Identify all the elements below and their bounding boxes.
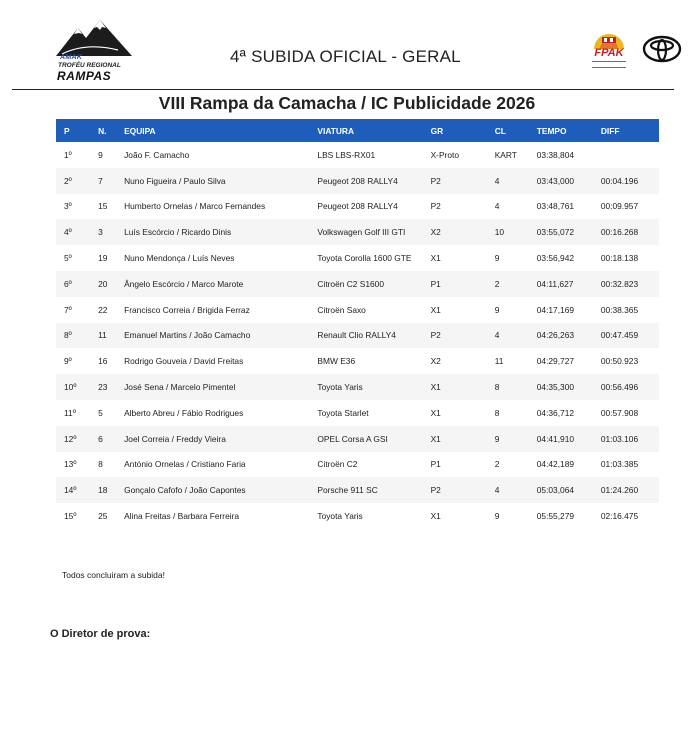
cell-time: 04:17,169 [537,297,601,323]
cell-time: 04:41,910 [537,426,601,452]
cell-time: 03:56,942 [537,245,601,271]
cell-number: 15 [98,194,124,220]
cell-group: P1 [431,271,495,297]
table-row [56,245,659,271]
cell-diff: 01:03.385 [601,452,659,478]
cell-number: 23 [98,374,124,400]
cell-class: 9 [495,245,537,271]
cell-class: 4 [495,323,537,349]
cell-group: X1 [431,400,495,426]
cell-position: 12º [56,426,98,452]
cell-number: 6 [98,426,124,452]
cell-team: Alina Freitas / Barbara Ferreira [124,503,317,529]
cell-position: 15º [56,503,98,529]
cell-diff: 00:50.923 [601,348,659,374]
cell-group: P2 [431,323,495,349]
column-header-diff: DIFF [601,119,659,142]
toyota-logo-icon [642,35,682,63]
table-row [56,426,659,452]
cell-time: 03:48,761 [537,194,601,220]
cell-group: X1 [431,374,495,400]
cell-number: 22 [98,297,124,323]
page-header [0,0,694,90]
cell-class: 9 [495,426,537,452]
cell-class: 4 [495,168,537,194]
cell-class: 2 [495,452,537,478]
cell-team: Gonçalo Cafofo / João Capontes [124,477,317,503]
cell-diff: 02:16.475 [601,503,659,529]
cell-class: 2 [495,271,537,297]
cell-team: Emanuel Martins / João Camacho [124,323,317,349]
cell-diff: 01:24.260 [601,477,659,503]
cell-number: 7 [98,168,124,194]
cell-position: 8º [56,323,98,349]
cell-diff: 00:47.459 [601,323,659,349]
cell-class: 10 [495,219,537,245]
column-header-time: TEMPO [537,119,601,142]
table-row [56,477,659,503]
cell-number: 3 [98,219,124,245]
cell-time: 04:29,727 [537,348,601,374]
cell-time: 05:03,064 [537,477,601,503]
cell-team: Ângelo Escórcio / Marco Marote [124,271,317,297]
cell-position: 7º [56,297,98,323]
cell-time: 05:55,279 [537,503,601,529]
cell-number: 16 [98,348,124,374]
fpak-emblem-icon [588,25,630,49]
table-row [56,142,659,168]
cell-number: 25 [98,503,124,529]
cell-car: Toyota Yaris [317,503,430,529]
cell-diff: 00:38.365 [601,297,659,323]
header-divider [12,89,674,90]
cell-diff: 00:16.268 [601,219,659,245]
cell-car: Porsche 911 SC [317,477,430,503]
cell-team: Alberto Abreu / Fábio Rodrigues [124,400,317,426]
cell-team: Rodrigo Gouveia / David Freitas [124,348,317,374]
table-row [56,503,659,529]
cell-car: Citroën C2 [317,452,430,478]
cell-number: 5 [98,400,124,426]
cell-number: 9 [98,142,124,168]
cell-team: Nuno Figueira / Paulo Silva [124,168,317,194]
column-header-class: CL [495,119,537,142]
cell-car: Peugeot 208 RALLY4 [317,194,430,220]
cell-position: 14º [56,477,98,503]
mountain-icon [56,20,132,56]
cell-car: Toyota Yaris [317,374,430,400]
cell-class: 9 [495,503,537,529]
event-title: VIII Rampa da Camacha / IC Publicidade 2026 [158,93,536,113]
cell-time: 04:36,712 [537,400,601,426]
cell-class: 8 [495,400,537,426]
column-header-team: EQUIPA [124,119,317,142]
cell-time: 03:55,072 [537,219,601,245]
cell-team: João F. Camacho [124,142,317,168]
cell-team: Nuno Mendonça / Luís Neves [124,245,317,271]
fpak-logo [588,25,630,73]
cell-time: 04:26,263 [537,323,601,349]
cell-car: OPEL Corsa A GSI [317,426,430,452]
cell-diff: 00:18.138 [601,245,659,271]
cell-team: José Sena / Marcelo Pimentel [124,374,317,400]
cell-car: Renault Clio RALLY4 [317,323,430,349]
cell-diff: 00:57.908 [601,400,659,426]
cell-group: X1 [431,426,495,452]
cell-group: P2 [431,168,495,194]
table-row [56,348,659,374]
cell-class: 8 [495,374,537,400]
cell-group: P2 [431,477,495,503]
cell-position: 10º [56,374,98,400]
cell-time: 04:42,189 [537,452,601,478]
fpak-text: FPAK [594,47,624,59]
cell-position: 5º [56,245,98,271]
cell-team: António Ornelas / Cristiano Faria [124,452,317,478]
cell-team: Luís Escórcio / Ricardo Dinis [124,219,317,245]
cell-diff: 00:09.957 [601,194,659,220]
table-row [56,452,659,478]
cell-car: Volkswagen Golf III GTI [317,219,430,245]
cell-position: 11º [56,400,98,426]
cell-group: X2 [431,219,495,245]
cell-number: 11 [98,323,124,349]
cell-diff [601,142,659,168]
cell-number: 8 [98,452,124,478]
table-row [56,168,659,194]
cell-team: Francisco Correia / Brigida Ferraz [124,297,317,323]
cell-class: 4 [495,477,537,503]
cell-diff: 00:04.196 [601,168,659,194]
cell-position: 6º [56,271,98,297]
cell-diff: 00:32.823 [601,271,659,297]
cell-time: 04:35,300 [537,374,601,400]
cell-car: Peugeot 208 RALLY4 [317,168,430,194]
cell-time: 03:38,804 [537,142,601,168]
cell-group: X1 [431,503,495,529]
cell-time: 03:43,000 [537,168,601,194]
cell-car: Toyota Starlet [317,400,430,426]
trofeu-regional-rampas-logo [56,20,132,82]
rampas-text: RAMPAS [57,69,112,83]
cell-car: LBS LBS-RX01 [317,142,430,168]
cell-group: X1 [431,297,495,323]
director-label: O Diretor de prova: [50,628,151,640]
column-header-car: VIATURA [317,119,430,142]
page-title: 4ª SUBIDA OFICIAL - GERAL [230,47,461,66]
cell-time: 04:11,627 [537,271,601,297]
results-table [56,119,659,529]
column-header-position: P [56,119,98,142]
cell-diff: 01:03.106 [601,426,659,452]
cell-position: 1º [56,142,98,168]
cell-position: 9º [56,348,98,374]
cell-car: BMW E36 [317,348,430,374]
cell-number: 18 [98,477,124,503]
cell-car: Citroën C2 S1600 [317,271,430,297]
cell-group: X-Proto [431,142,495,168]
cell-group: P1 [431,452,495,478]
fpak-subline [592,61,626,68]
cell-diff: 00:56.496 [601,374,659,400]
table-row [56,297,659,323]
cell-number: 20 [98,271,124,297]
cell-position: 4º [56,219,98,245]
cell-class: KART [495,142,537,168]
cell-group: X2 [431,348,495,374]
cell-car: Citroën Saxo [317,297,430,323]
cell-class: 11 [495,348,537,374]
cell-class: 4 [495,194,537,220]
amak-logo-text: AMAK [60,54,83,61]
cell-team: Joel Correia / Freddy Vieira [124,426,317,452]
table-row [56,271,659,297]
cell-car: Toyota Corolla 1600 GTE [317,245,430,271]
table-row [56,219,659,245]
cell-group: X1 [431,245,495,271]
cell-number: 19 [98,245,124,271]
table-row [56,400,659,426]
results-table-body [56,142,659,529]
cell-team: Humberto Ornelas / Marco Fernandes [124,194,317,220]
footnote: Todos concluiram a subida! [62,570,166,580]
cell-group: P2 [431,194,495,220]
cell-class: 9 [495,297,537,323]
table-row [56,374,659,400]
cell-position: 3º [56,194,98,220]
cell-position: 2º [56,168,98,194]
trofeu-regional-text: TROFÉU REGIONAL [58,62,121,69]
table-row [56,194,659,220]
column-header-number: N. [98,119,124,142]
column-header-group: GR [431,119,495,142]
table-header-row [56,119,659,142]
cell-position: 13º [56,452,98,478]
table-row [56,323,659,349]
